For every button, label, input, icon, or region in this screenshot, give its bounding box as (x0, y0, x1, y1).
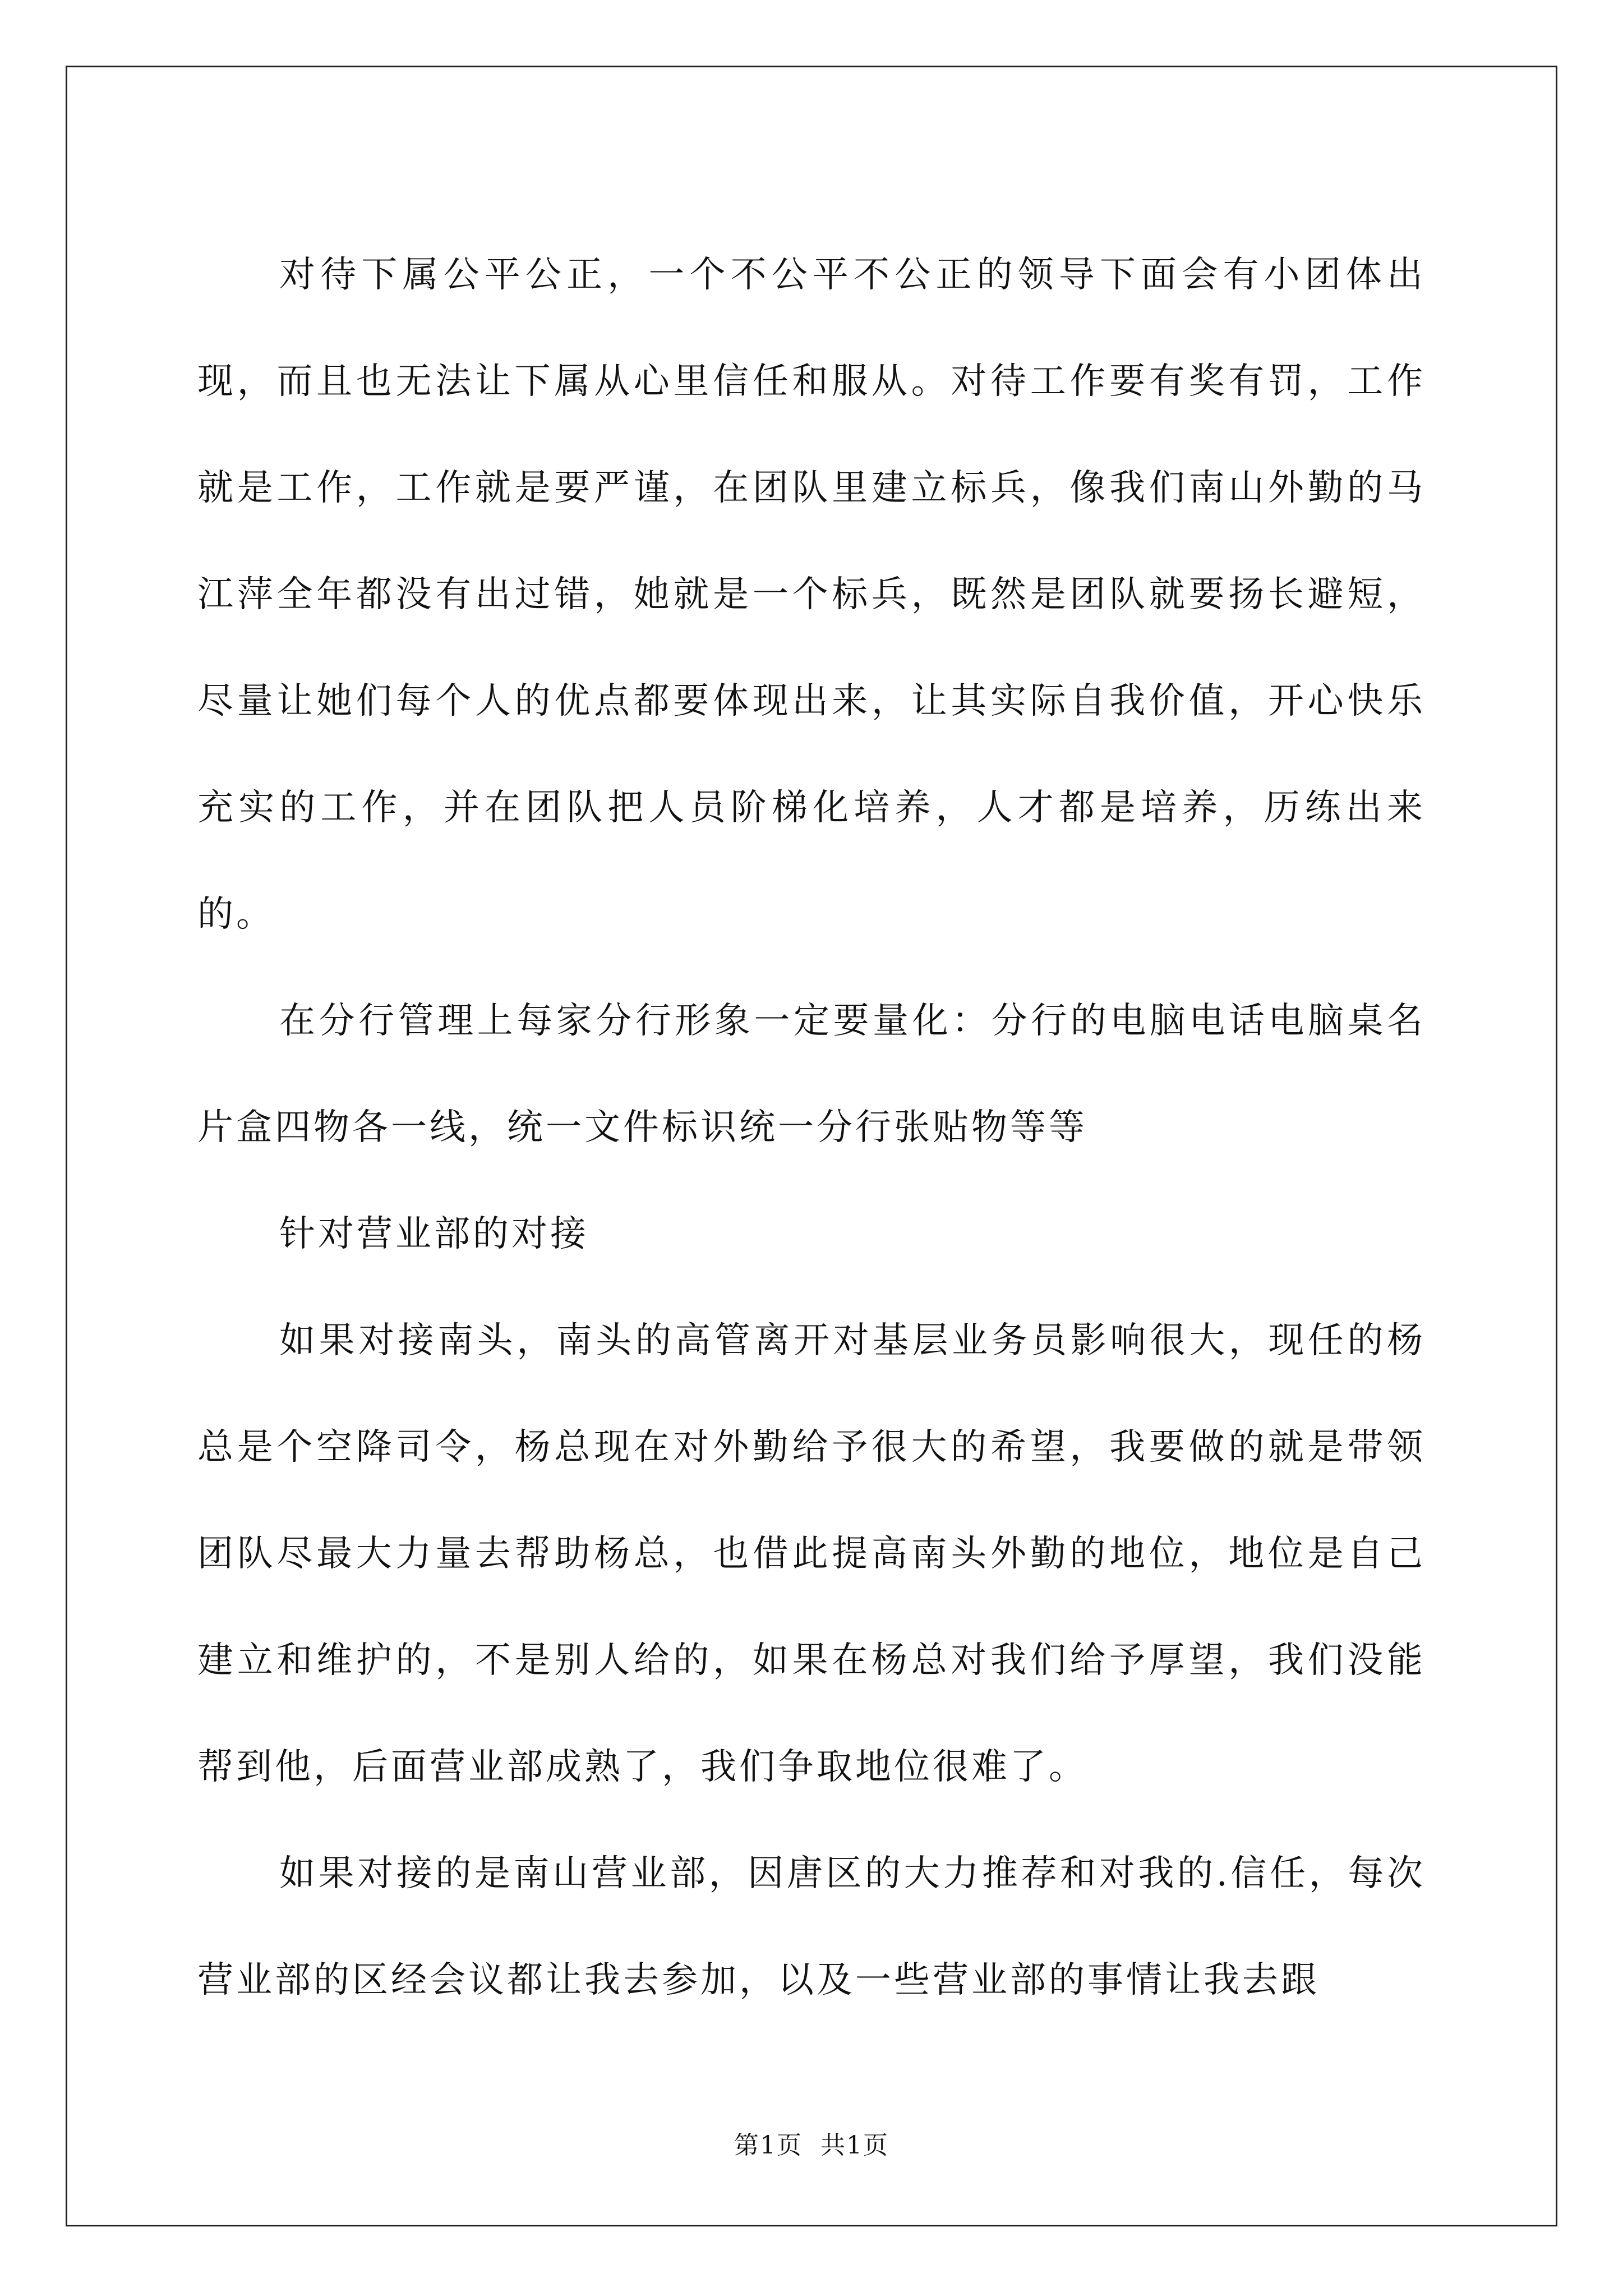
page-total: 共1页 (820, 2131, 889, 2160)
paragraph-3: 针对营业部的对接 (279, 1213, 589, 1255)
page-number: 第1页 (734, 2131, 803, 2160)
paragraph-4: 如果对接南头，南头的高管离开对基层业务员影响很大，现任的杨总是个空降司令，杨总现在对外勤给予很大的希望，我要做的就是带领团队尽最大力量去帮助杨总，也借此提高南头外勤的地位，地位是自己建立和维护的，不是别人给的，如果在杨总对我们给予厚望，我们没能帮到他，后面营业部成熟了，我们争取地位很难了。 (197, 1320, 1426, 1788)
page-footer (0, 2129, 1623, 2162)
paragraph-1: 对待下属公平公正，一个不公平不公正的领导下面会有小团体出现，而且也无法让下属从心里信任和服从。对待工作要有奖有罚，工作就是工作，工作就是要严谨，在团队里建立标兵，像我们南山外勤的马江萍全年都没有出过错，她就是一个标兵，既然是团队就要扬长避短，尽量让她们每个人的优点都要体现出来，让其实际自我价值，开心快乐充实的工作，并在团队把人员阶梯化培养，人才都是培养，历练出来的。 (197, 254, 1426, 935)
document-body (197, 222, 1426, 2033)
paragraph-5: 如果对接的是南山营业部，因唐区的大力推荐和对我的.信任，每次营业部的区经会议都让我去参加，以及一些营业部的事情让我去跟 (197, 1853, 1426, 2001)
paragraph-2: 在分行管理上每家分行形象一定要量化：分行的电脑电话电脑桌名片盒四物各一线，统一文件标识统一分行张贴物等等 (197, 1000, 1426, 1148)
